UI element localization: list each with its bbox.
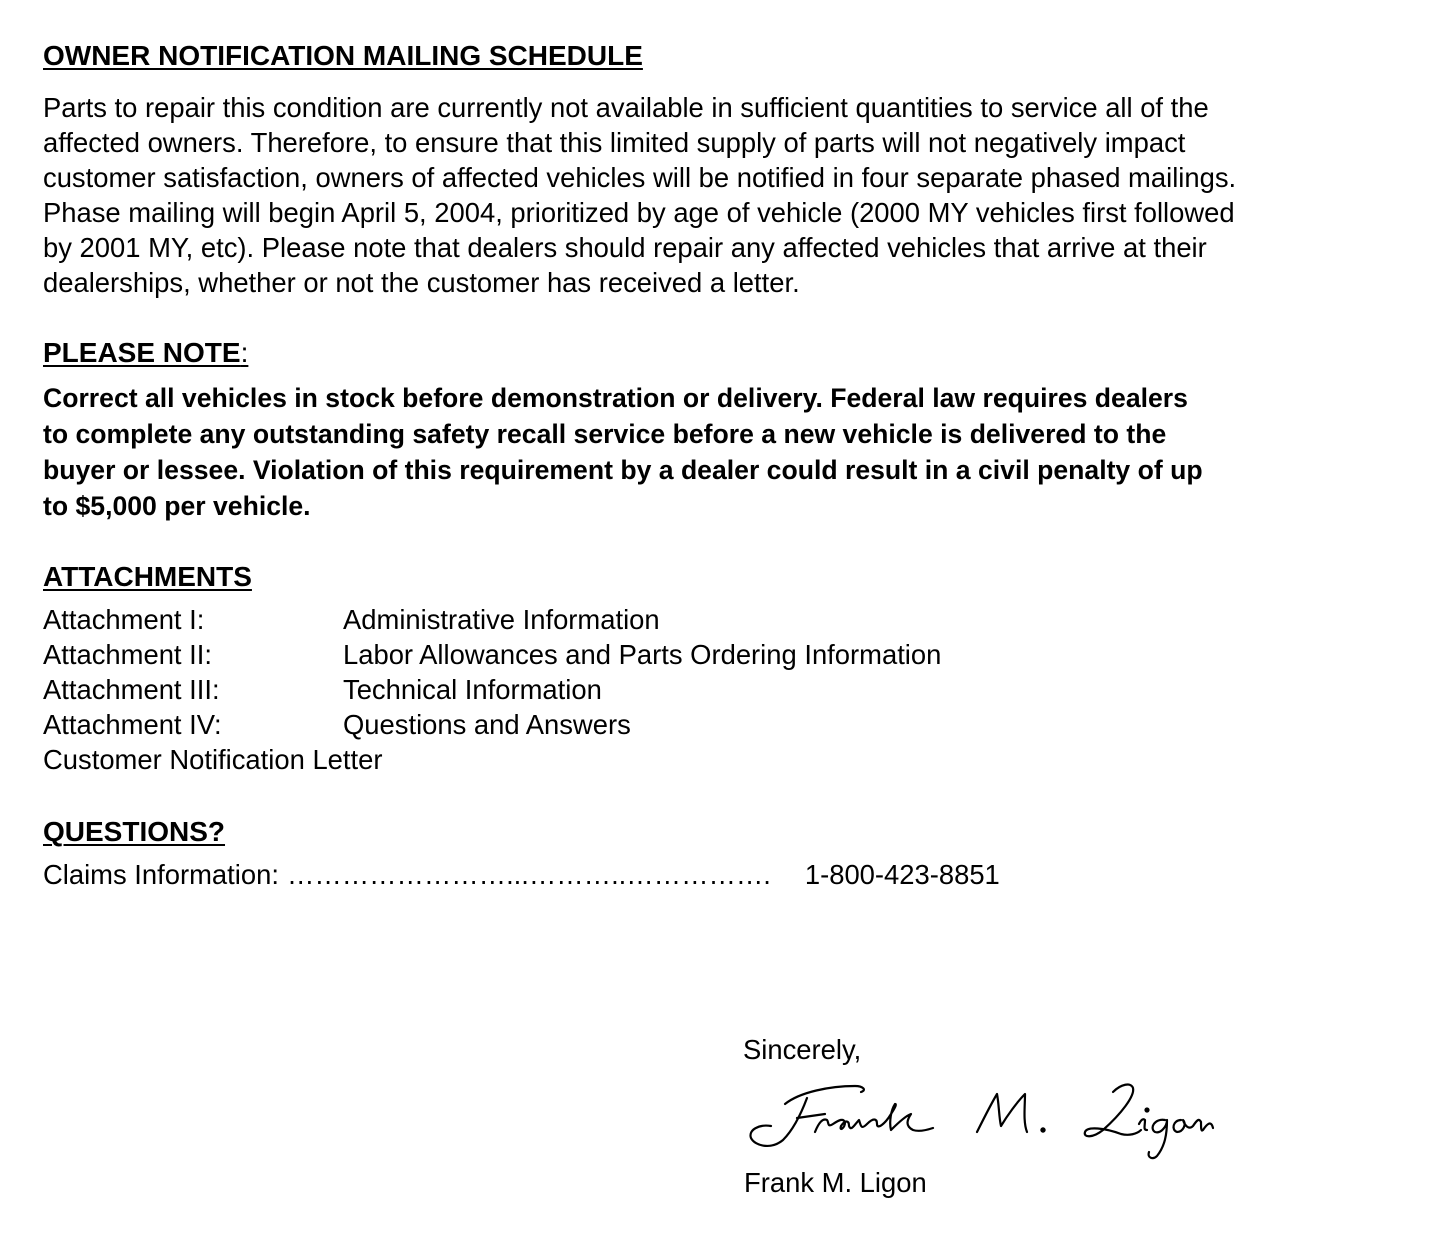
claims-phone-number: 1-800-423-8851 [804,859,1000,890]
claims-label: Claims Information: [43,859,279,890]
customer-notification-letter-row [43,742,941,777]
signature-stroke [815,1104,933,1132]
signature-stroke [751,1098,807,1146]
paragraph-line: Correct all vehicles in stock before demonstration or delivery. Federal law requires dealers [43,383,1188,413]
please-note-paragraph [43,380,1203,524]
attachment-title: Technical Information [343,674,602,705]
attachment-row [43,602,941,637]
attachment-row [43,637,941,672]
paragraph-line: by 2001 MY, etc). Please note that dealers should repair any affected vehicles that arrive at their [43,232,1207,263]
attachments-section [43,559,941,777]
mailing-schedule-section [43,38,1236,300]
paragraph-line: Parts to repair this condition are currently not available in sufficient quantities to service all of the [43,92,1209,123]
paragraph-line: to complete any outstanding safety recall service before a new vehicle is delivered to the [43,419,1167,449]
signature-stroke [797,1114,825,1118]
handwritten-signature [745,1074,1215,1166]
signature-dot [1041,1128,1044,1131]
closing-salutation: Sincerely, [743,1034,862,1065]
attachment-row [43,707,941,742]
attachment-title: Labor Allowances and Parts Ordering Information [343,639,942,670]
paragraph-line: Phase mailing will begin April 5, 2004, prioritized by age of vehicle (2000 MY vehicles first followed [43,197,1235,228]
mailing-schedule-heading: OWNER NOTIFICATION MAILING SCHEDULE [43,40,643,71]
paragraph-line: to $5,000 per vehicle. [43,491,311,521]
paragraph-line: customer satisfaction, owners of affected vehicles will be notified in four separate phased mailings. [43,162,1237,193]
signer-name: Frank M. Ligon [744,1167,927,1198]
signature-stroke [1085,1085,1141,1137]
attachment-title: Administrative Information [343,604,660,635]
customer-notification-letter: Customer Notification Letter [43,744,383,775]
attachment-label: Attachment III: [43,674,220,705]
please-note-heading [43,335,1203,371]
dot-leader: ……………………...………..……………. [286,859,771,890]
signature-dot [1146,1109,1149,1112]
paragraph-line: buyer or lessee. Violation of this requirement by a dealer could result in a civil penalty of up [43,455,1203,485]
attachments-heading: ATTACHMENTS [43,561,252,592]
attachment-row [43,672,941,707]
questions-section [43,814,1000,892]
please-note-section [43,335,1203,524]
claims-information-row [43,857,1000,892]
attachments-list [43,602,941,777]
questions-heading: QUESTIONS? [43,816,226,847]
paragraph-line: dealerships, whether or not the customer has received a letter. [43,267,800,298]
attachment-label: Attachment II: [43,639,212,670]
please-note-colon: : [240,337,249,368]
mailing-schedule-paragraph [43,90,1236,300]
attachment-title: Questions and Answers [343,709,631,740]
paragraph-line: affected owners. Therefore, to ensure that this limited supply of parts will not negatively impact [43,127,1186,158]
signature-stroke [1149,1120,1167,1158]
signature-stroke [977,1094,1027,1132]
attachment-label: Attachment IV: [43,709,222,740]
signature-stroke [785,1086,864,1104]
signature-stroke [1139,1119,1147,1130]
attachment-label: Attachment I: [43,604,205,635]
please-note-heading-text: PLEASE NOTE [43,337,241,368]
signature-stroke [1174,1120,1213,1132]
